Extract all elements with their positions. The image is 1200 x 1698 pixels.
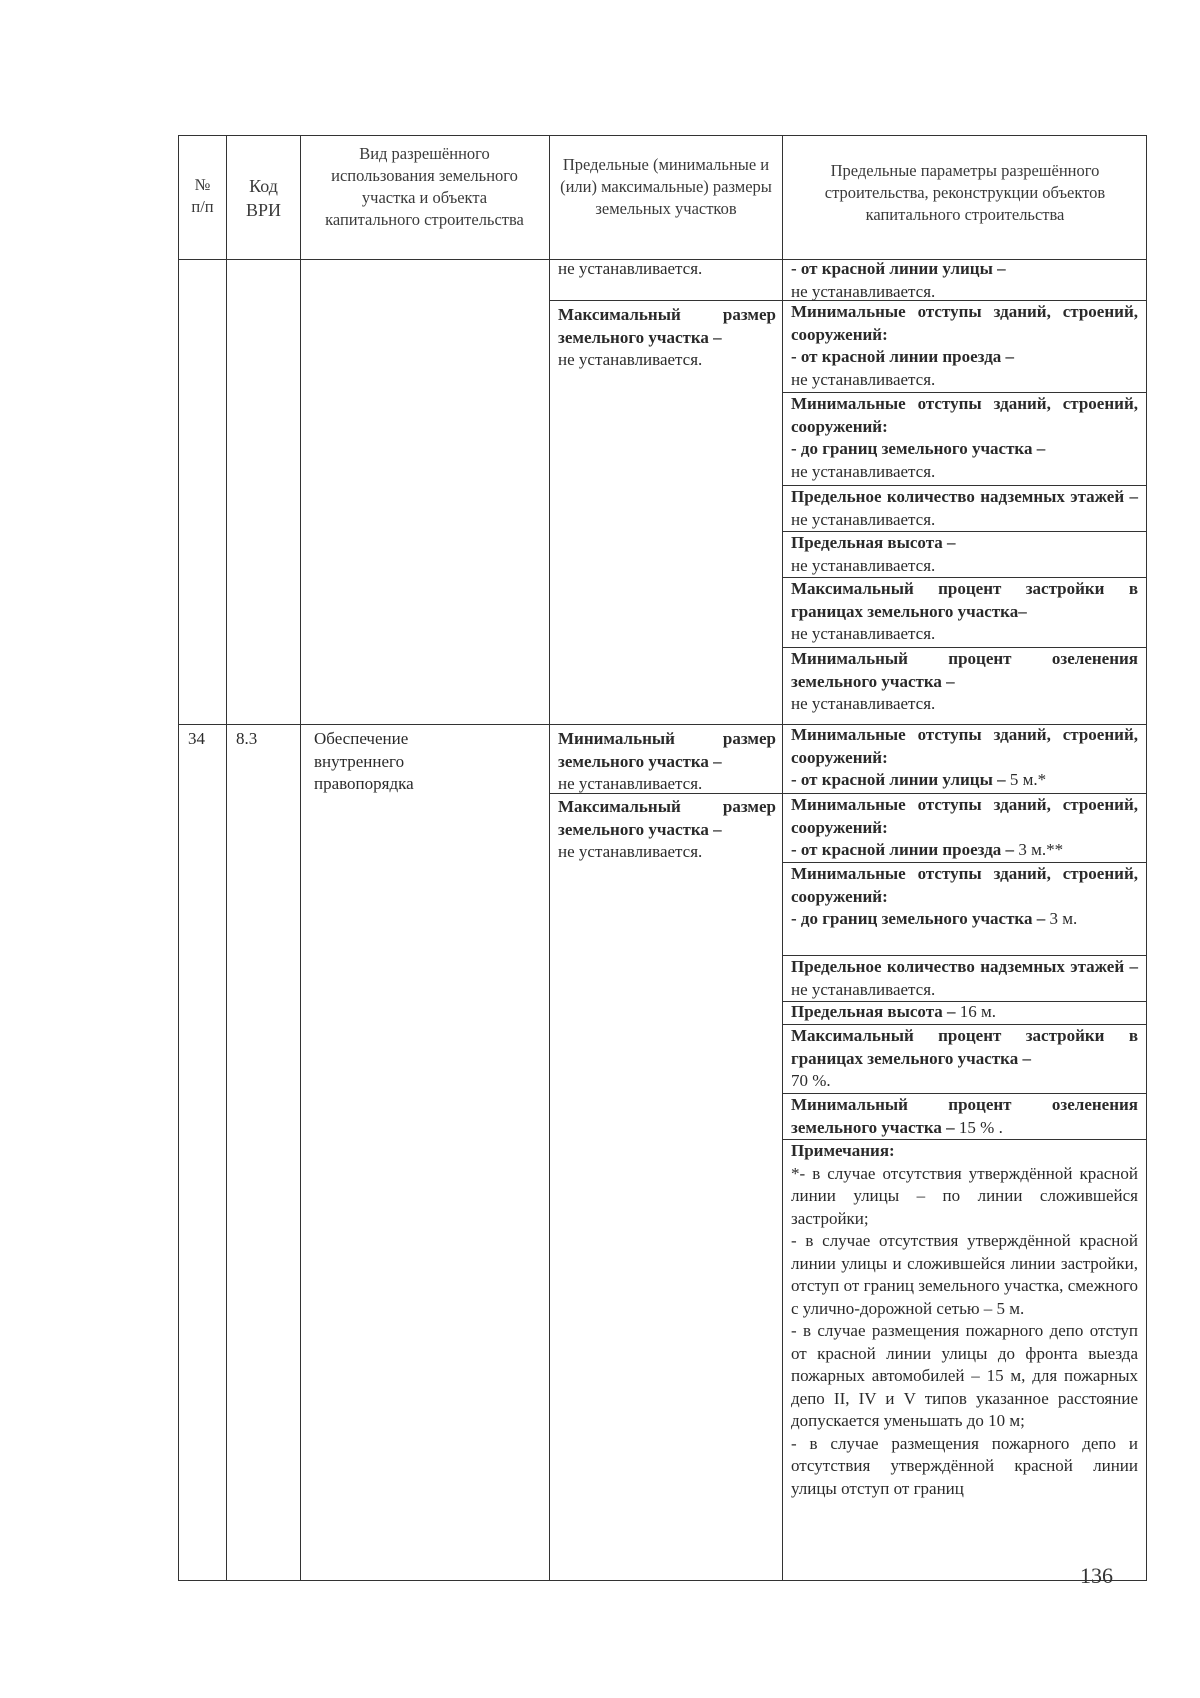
row34-code: 8.3 xyxy=(236,729,258,748)
size-min-value: не устанавливается. xyxy=(558,774,703,793)
col-divider-2 xyxy=(300,135,301,1581)
param-cont-5 xyxy=(791,532,1138,577)
param-value: не устанавливается. xyxy=(791,555,936,575)
param-label: Минимальный процент озеленения земельного участка – xyxy=(791,1095,1138,1137)
size-cont-tail: не устанавливается. xyxy=(558,259,703,278)
param-cont-6 xyxy=(791,578,1138,646)
param-value: не устанавливается. xyxy=(791,369,936,389)
header-use-type: Вид разрешённого использования земельного участка и объекта капитального строительства xyxy=(325,144,524,229)
param-label: Минимальный процент озеленения земельного участка – xyxy=(791,649,1138,691)
row34-param-2 xyxy=(791,794,1138,862)
header-code: Код ВРИ xyxy=(245,176,281,220)
param-label: Предельная высота – xyxy=(791,1002,956,1021)
header-number: № п/п xyxy=(191,175,214,216)
row34-param-5 xyxy=(791,1001,1138,1024)
row34-use-type: Обеспечение внутреннего правопорядка xyxy=(314,729,414,793)
param-value: не устанавливается. xyxy=(791,694,936,713)
param-value: не устанавливается. xyxy=(791,281,936,301)
table-border-top xyxy=(178,135,1146,136)
size-cont-max-value: не устанавливается. xyxy=(558,350,703,369)
size-max-label: Максимальный размер земельного участка – xyxy=(558,797,776,839)
param-label: Минимальные отступы зданий, строений, сооружений: - до границ земельного участка – xyxy=(791,864,1138,928)
row34-param-6 xyxy=(791,1025,1138,1093)
row34-param-1 xyxy=(791,724,1138,792)
col-divider-4 xyxy=(782,135,783,1581)
row34-size-min xyxy=(558,728,776,796)
table-border-right xyxy=(1146,135,1147,1581)
table-border-bottom xyxy=(178,1580,1146,1581)
size-max-value: не устанавливается. xyxy=(558,842,703,861)
row34-param-3 xyxy=(791,863,1138,931)
param-label: Предельное количество надземных этажей – xyxy=(791,487,1138,506)
col-divider-1 xyxy=(226,135,227,1581)
param-label: Предельное количество надземных этажей – xyxy=(791,957,1138,976)
param-label: Предельная высота – xyxy=(791,533,956,552)
param-value: 15 % . xyxy=(954,1117,1003,1137)
size-split-line-1 xyxy=(549,300,782,301)
row34-notes xyxy=(791,1140,1138,1500)
param-label: Максимальный процент застройки в границах земельного участка– xyxy=(791,579,1138,621)
param-cont-4 xyxy=(791,486,1138,531)
param-label: Максимальный процент застройки в границах земельного участка – xyxy=(791,1026,1138,1068)
note-item: - в случае размещения пожарного депо отступ от красной линии улицы до фронта выезда пожарных автомобилей – 15 м, для пожарных депо II, IV и V типов указанное расстояние допускается уменьшать до 10 м; xyxy=(791,1321,1138,1430)
param-cont-3 xyxy=(791,393,1138,483)
note-item: - в случае отсутствия утверждённой красной линии улицы и сложившейся линии застройки, отступ от границ земельного участка, смежного с улично-дорожной сетью – 5 м. xyxy=(791,1231,1138,1318)
param-value: 16 м. xyxy=(955,1002,997,1021)
col-divider-3 xyxy=(549,135,550,1581)
page-number: 136 xyxy=(1080,1563,1113,1588)
param-cont-1 xyxy=(791,258,1138,303)
header-build-params: Предельные параметры разрешённого строительства, реконструкции объектов капитального строительства xyxy=(824,161,1106,224)
param-value: не устанавливается. xyxy=(791,624,936,643)
notes-title: Примечания: xyxy=(791,1141,895,1160)
param-value: не устанавливается. xyxy=(791,509,936,529)
param-value: 70 %. xyxy=(791,1071,831,1090)
note-item: *- в случае отсутствия утверждённой красной линии улицы – по линии сложившейся застройки; xyxy=(791,1163,1138,1228)
table-border-left xyxy=(178,135,179,1581)
row34-number: 34 xyxy=(188,729,205,748)
param-value: не устанавливается. xyxy=(791,461,936,481)
size-cont-max xyxy=(558,304,776,372)
row34-param-4 xyxy=(791,956,1138,1001)
param-label: Минимальные отступы зданий, строений, сооружений: - от красной линии улицы – xyxy=(791,725,1138,789)
param-label: Минимальные отступы зданий, строений, сооружений: - до границ земельного участка – xyxy=(791,394,1138,458)
param-label: - от красной линии улицы – xyxy=(791,259,1006,278)
param-cont-7 xyxy=(791,648,1138,716)
row34-param-7 xyxy=(791,1094,1138,1139)
size-min-label: Минимальный размер земельного участка – xyxy=(558,729,776,771)
param-value: 3 м. xyxy=(1045,909,1078,928)
param-cont-2 xyxy=(791,301,1138,391)
note-item: - в случае размещения пожарного депо и отсутствия утверждённой красной линии улицы отступ от границ xyxy=(791,1433,1138,1498)
param-label: Минимальные отступы зданий, строений, сооружений: - от красной линии проезда – xyxy=(791,302,1138,366)
row34-size-max xyxy=(558,796,776,864)
size-cont-max-label: Максимальный размер земельного участка – xyxy=(558,305,776,347)
param-value: 5 м.* xyxy=(1005,770,1047,789)
param-value: не устанавливается. xyxy=(791,979,936,999)
header-plot-size: Предельные (минимальные и (или) максимальные) размеры земельных участков xyxy=(560,155,772,218)
param-label: Минимальные отступы зданий, строений, сооружений: - от красной линии проезда – xyxy=(791,795,1138,859)
param-value: 3 м.** xyxy=(1014,840,1064,859)
